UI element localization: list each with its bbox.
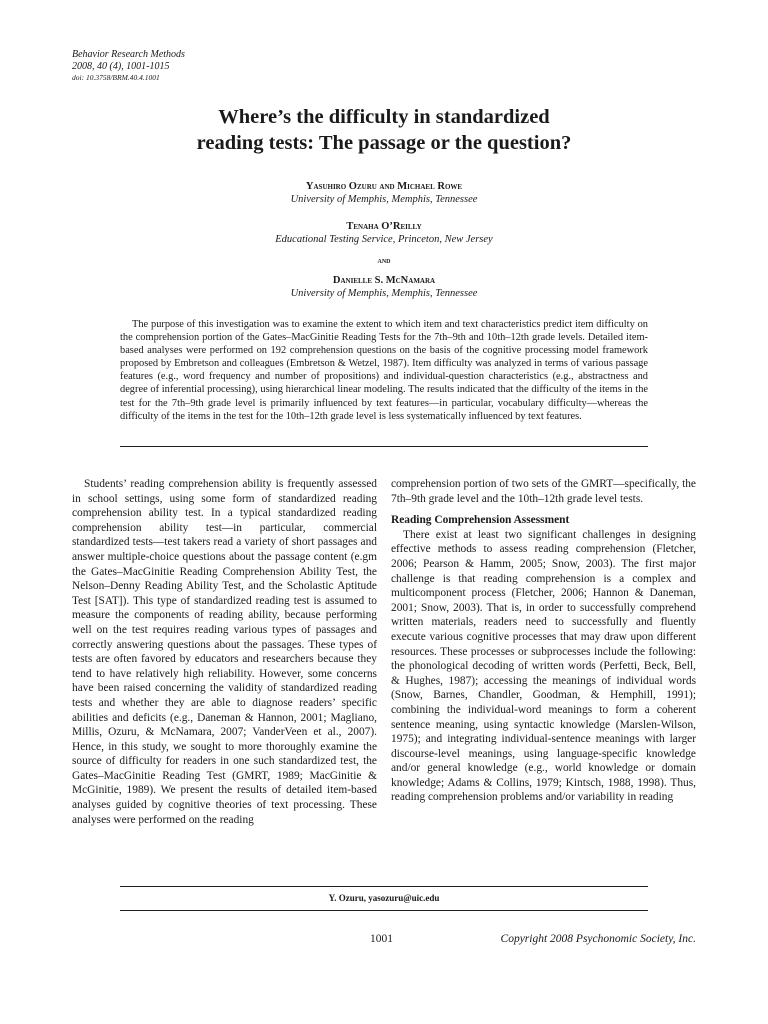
- author-affiliation-1: University of Memphis, Memphis, Tennessee: [290, 194, 478, 205]
- abstract-rule: [120, 446, 648, 447]
- author-group-1: [0, 180, 768, 206]
- paper-title: [0, 104, 768, 156]
- copyright-notice: Copyright 2008 Psychonomic Society, Inc.: [500, 933, 696, 945]
- journal-doi: doi: 10.3758/BRM.40.4.1001: [72, 73, 160, 82]
- page-number: 1001: [370, 933, 393, 945]
- right-column: [391, 477, 696, 805]
- author-group-3: [0, 274, 768, 300]
- author-group-2: [0, 220, 768, 246]
- section-heading: Reading Comprehension Assessment: [391, 514, 570, 527]
- author-names-3: Danielle S. McNamara: [332, 275, 436, 286]
- journal-header: [72, 49, 185, 82]
- author-names-2: Tenaha O’Reilly: [346, 221, 422, 232]
- journal-name: Behavior Research Methods: [72, 49, 185, 60]
- author-affiliation-2: Educational Testing Service, Princeton, New Jersey: [275, 234, 493, 245]
- title-line-1: Where’s the difficulty in standardized: [218, 106, 550, 128]
- body-paragraph: There exist at least two significant challenges in designing effective methods to assess reading comprehension (Fletcher, 2006; Pearson & Hamm, 2005; Snow, 2003). The first major challenge is that reading comprehension is a complex and multicomponent process (Fletcher, 2006; Hannon & Daneman, 2001; Snow, 2003). That is, in order to successfully comprehend written materials, readers need to successfully and fluently execute various cognitive processes that may draw upon different resources. These processes or subprocesses include the following: the phonological decoding of written words (Perfetti, Beck, Bell, & Hughes, 1987); accessing the meanings of individual words (Snow, Barnes, Chandler, Goodman, & Hemphill, 1991); combining the individual-word meanings to form a coherent sentence meaning, using syntactic knowledge (Marslen-Wilson, 1975); and integrating individual-sentence meanings with larger discourse-level meanings, using language-specific knowledge and/or general knowledge (e.g., world knowledge or domain knowledge; Adams & Collins, 1979; Kintsch, 1988, 1998). Thus, reading comprehension problems and/or variability in reading: [391, 528, 696, 804]
- author-affiliation-3: University of Memphis, Memphis, Tennessee: [290, 288, 478, 299]
- title-line-2: reading tests: The passage or the question?: [196, 132, 572, 154]
- correspondence-footnote: Y. Ozuru, yasozuru@uic.edu: [328, 893, 440, 903]
- abstract: The purpose of this investigation was to examine the extent to which item and text characteristics predict item difficulty on the comprehension portion of the Gates–MacGinitie Reading Tests for the 7th–9th and 10th–12th grade levels. Detailed item-based analyses were performed on 192 comprehension questions on the basis of the cognitive processing model framework proposed by Embretson and colleagues (Embretson & Wetzel, 1987). Item difficulty was analyzed in terms of various passage features (e.g., word frequency and number of propositions) and individual-question characteristics (e.g., abstractness and degree of inferential processing), using hierarchical linear modeling. The results indicated that the difficulty of the items in the test for the 7th–9th grade level is primarily influenced by text features—in particular, vocabulary difficulty—whereas the difficulty of the items in the test for the 10th–12th grade level is less systematically influenced by text features.: [120, 319, 648, 422]
- body-paragraph: Students’ reading comprehension ability is frequently assessed in school settings, using some form of standardized reading comprehension ability test. In a typical standardized reading comprehension ability test—in particular, commercial standardized tests—test takers read a variety of short passages and answer multiple-choice questions about the passage content (e.gm the Gates–MacGinitie Reading Comprehension Ability Test, the Nelson–Denny Reading Ability Test, and the Scholastic Aptitude Test [SAT]). This type of standardized reading test is assumed to measure the components of reading ability, because performing well on the test requires reading various types of passages and correctly answering questions about the passages. These types of tests are often favored by educators and researchers because they tend to have relatively high reliability. However, some concerns have been raised concerning the validity of standardized reading tests and whether they are able to diagnose readers’ specific abilities and deficits (e.g., Daneman & Hannon, 2001; Magliano, Millis, Ozuru, & McNamara, 2007; VanderVeen et al., 2007). Hence, in this study, we sought to more thoroughly examine the source of difficulty for readers in one such standardized test, the Gates–MacGinitie Reading Test (GMRT, 1989; MacGinitie & McGinitie, 1989). We present the results of detailed item-based analyses guided by cognitive theories of text processing. These analyses were performed on the reading: [72, 478, 377, 826]
- journal-volume: 2008, 40 (4), 1001-1015: [72, 61, 170, 72]
- left-column: [72, 477, 377, 827]
- body-paragraph-continued: comprehension portion of two sets of the GMRT—specifically, the 7th–9th grade level and the 10th–12th grade level tests.: [391, 478, 696, 505]
- footnote-rule-top: [120, 886, 648, 887]
- footnote-rule-bottom: [120, 910, 648, 911]
- author-and: and: [377, 255, 391, 265]
- author-names-1: Yasuhiro Ozuru and Michael Rowe: [305, 181, 463, 192]
